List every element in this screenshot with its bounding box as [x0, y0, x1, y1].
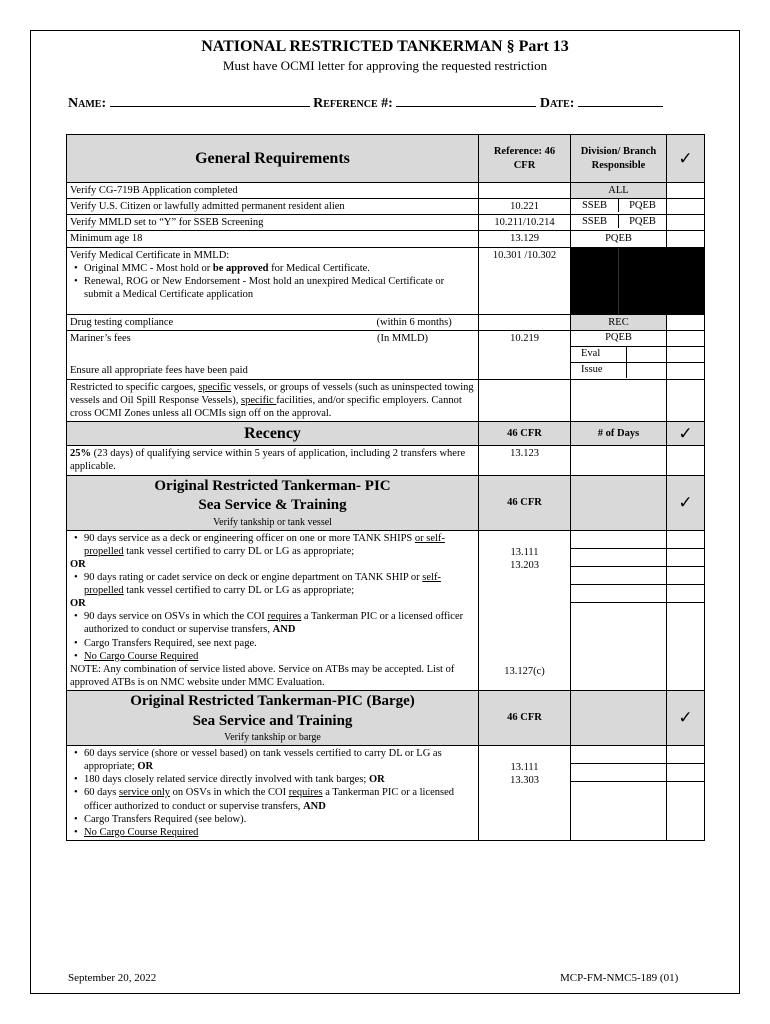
reference-header: Reference: 46 CFR: [479, 135, 571, 183]
list-item: [70, 571, 475, 597]
requirement-text: [67, 314, 479, 330]
list-item: • Cargo Transfers Required (see below).: [70, 813, 475, 826]
check-icon: ✓: [667, 691, 705, 746]
table-row: [67, 314, 705, 330]
text: 90 days rating or cadet service on deck or engine department on TANK SHIP or: [84, 571, 423, 583]
requirement-text: Verify CG-719B Application completed: [67, 183, 479, 199]
footer-date: September 20, 2022: [68, 972, 157, 984]
list-item: [70, 773, 475, 786]
checkbox-cell[interactable]: [667, 314, 705, 330]
text: Mariner’s fees: [70, 332, 131, 344]
form-subtitle: Must have OCMI letter for approving the requested restriction: [222, 58, 548, 73]
text-underlined: No Cargo Course Required: [84, 826, 199, 838]
barge-ref-header: 46 CFR: [479, 691, 571, 746]
recency-ref-header: 46 CFR: [479, 422, 571, 446]
text: tank vessel certified to carry DL or LG as appropriate;: [123, 545, 355, 557]
barge-requirements: [67, 746, 479, 841]
division-pqeb: PQEB: [571, 331, 666, 347]
text: 90 days service on OSVs in which the COI: [84, 611, 268, 623]
eval-label: Eval: [571, 347, 627, 362]
text: Restricted to specific cargoes,: [70, 381, 199, 393]
list-item: [70, 610, 475, 636]
reference-cell: [479, 746, 571, 841]
table-row: [67, 215, 705, 231]
reference-cell: 10.219: [479, 330, 571, 379]
text: 60 days service (shore or vessel based) on tank vessels certified to carry DL or LG as appropriate;: [84, 748, 442, 773]
text-underlined: No Cargo Course Required: [84, 650, 199, 662]
division-sseb: SSEB: [581, 216, 608, 228]
division-cell: ALL: [571, 183, 667, 199]
text-underlined: specific: [198, 381, 232, 393]
footer-form-number: MCP-FM-NMC5-189 (01): [560, 972, 679, 984]
general-requirements-header: General Requirements: [67, 135, 479, 183]
text-underlined: requires: [267, 611, 302, 623]
form-title: NATIONAL RESTRICTED TANKERMAN § Part 13: [201, 38, 569, 55]
requirement-text: Verify U.S. Citizen or lawfully admitted permanent resident alien: [67, 199, 479, 215]
text-underlined: specific: [241, 394, 277, 406]
fees-ensure: Ensure all appropriate fees have been paid: [70, 364, 248, 376]
pic-requirements: [67, 530, 479, 691]
reference-cell: 13.129: [479, 231, 571, 247]
table-row: [67, 183, 705, 199]
text-underlined: or self-propelled: [84, 532, 445, 557]
requirement-text: Verify MMLD set to “Y” for SSEB Screening: [67, 215, 479, 231]
requirement-text: [67, 247, 479, 314]
name-label: Name:: [68, 96, 107, 111]
list-item: [70, 532, 475, 558]
reference-label: Reference #:: [313, 96, 393, 111]
or-label: OR: [70, 558, 86, 570]
division-cell: [571, 379, 667, 421]
restriction-text: [67, 379, 479, 421]
pic-title-2: Sea Service & Training: [198, 497, 347, 513]
division-cell-blacked: [571, 247, 667, 314]
text: a Tankerman PIC or a licensed officer authorized to conduct or supervise transfers,: [84, 787, 455, 812]
division-sseb: SSEB: [581, 200, 608, 212]
pic-note: NOTE: Any combination of service listed above. Service on ATBs may be accepted. List of approved ATBs is on NMC website under MMC Evaluation.: [70, 663, 455, 688]
requirements-table: [66, 134, 705, 841]
table-row-pic: [67, 530, 705, 691]
recency-text: [67, 446, 479, 475]
text: Drug testing compliance: [70, 316, 174, 328]
check-icon: ✓: [667, 135, 705, 183]
text-bold: 25%: [70, 448, 91, 460]
text: 90 days service as a deck or engineering officer on one or more TANK SHIPS: [84, 532, 415, 544]
list-item: • Cargo Transfers Required, see next page.: [70, 637, 475, 650]
table-row: [67, 199, 705, 215]
ref-13-111: 13.111: [510, 546, 539, 558]
text-bold: AND: [303, 800, 326, 812]
recency-header: Recency: [67, 422, 479, 446]
days-cell[interactable]: [571, 446, 667, 475]
or-label: OR: [70, 598, 86, 610]
text: vessels, or groups of vessels (such as uninspected towing vessels and Oil Spill Response Vessels),: [70, 381, 474, 406]
list-item: [70, 650, 475, 663]
division-cell: [571, 330, 667, 379]
division-cell: [571, 215, 667, 231]
days-header: # of Days: [571, 422, 667, 446]
pic-header: [67, 475, 479, 530]
text: a Tankerman PIC or a licensed officer authorized to conduct or supervise transfers,: [84, 611, 464, 636]
barge-subtitle: Verify tankship or barge: [224, 732, 321, 743]
table-row: [67, 379, 705, 421]
reference-cell: [479, 183, 571, 199]
check-icon: ✓: [667, 475, 705, 530]
header-fields: [68, 96, 663, 112]
text-bold: be approved: [212, 262, 269, 274]
text-underlined: requires: [288, 787, 323, 799]
reference-cell: 10.301 /10.302: [479, 247, 571, 314]
reference-cell: [479, 379, 571, 421]
checkbox-cell[interactable]: [667, 330, 705, 379]
pic-title: Original Restricted Tankerman- PIC: [154, 477, 391, 494]
text: on OSVs in which the COI: [170, 787, 289, 799]
days-cell[interactable]: [571, 530, 667, 691]
text: Original MMC - Most hold or: [84, 262, 213, 274]
medical-bullet-renewal: • Renewal, ROG or New Endorsement - Most hold an unexpired Medical Certificate or submit a Medical Certificate application: [70, 275, 475, 301]
table-row-medical: [67, 247, 705, 314]
barge-title-2: Sea Service and Training: [192, 712, 353, 729]
table-row: [67, 446, 705, 475]
text-bold: OR: [368, 774, 385, 786]
pic-div-header: [571, 475, 667, 530]
ref-13-111: 13.111: [510, 762, 539, 773]
division-pqeb: PQEB: [619, 215, 667, 228]
barge-title: Original Restricted Tankerman-PIC (Barge): [130, 693, 415, 709]
name-field[interactable]: [110, 96, 310, 107]
ref-13-203: 13.203: [510, 559, 539, 571]
reference-cell: 10.211/10.214: [479, 215, 571, 231]
requirement-text: Minimum age 18: [67, 231, 479, 247]
list-item: [70, 826, 475, 839]
reference-cell: [479, 530, 571, 691]
checkbox-cell[interactable]: [667, 183, 705, 199]
checkbox-cell[interactable]: [667, 215, 705, 231]
text: 60 days: [84, 787, 119, 799]
issue-label: Issue: [571, 363, 627, 378]
list-item: [70, 786, 475, 812]
barge-header: [67, 691, 479, 746]
reference-field[interactable]: [396, 96, 536, 107]
pic-ref-header: 46 CFR: [479, 475, 571, 530]
list-item: [70, 747, 475, 773]
division-pqeb: PQEB: [619, 199, 667, 212]
text-underlined: self-propelled: [84, 571, 441, 596]
text: for Medical Certificate.: [268, 262, 370, 274]
ref-13-127c: 13.127(c): [504, 665, 545, 677]
checkbox-cell[interactable]: [667, 530, 705, 691]
ref-13-303: 13.303: [510, 775, 539, 787]
division-cell: PQEB: [571, 231, 667, 247]
pic-subtitle: Verify tankship or tank vessel: [213, 516, 332, 528]
days-cell[interactable]: [571, 746, 667, 841]
text: facilities, and/or specific employers. Cannot cross OCMI Zones unless all OCMIs sign off on the approval.: [70, 394, 462, 419]
text-bold: OR: [137, 761, 154, 773]
text: 180 days closely related service directly involved with tank barges;: [84, 774, 369, 786]
reference-cell: 13.123: [479, 446, 571, 475]
date-label: Date:: [539, 96, 575, 111]
text: (23 days) of qualifying service within 5 years of application, including 2 transfers where applicable.: [70, 448, 466, 473]
reference-cell: 10.221: [479, 199, 571, 215]
checkbox-cell[interactable]: [667, 446, 705, 475]
checkbox-cell[interactable]: [667, 746, 705, 841]
checkbox-cell[interactable]: [667, 231, 705, 247]
table-row-barge: [67, 746, 705, 841]
division-header: Division/ Branch Responsible: [571, 135, 667, 183]
table-row: [67, 231, 705, 247]
barge-div-header: [571, 691, 667, 746]
text: tank vessel certified to carry DL or LG as appropriate;: [123, 585, 355, 596]
text-bold: AND: [272, 624, 296, 636]
checkbox-cell[interactable]: [667, 379, 705, 421]
checkbox-cell[interactable]: [667, 247, 705, 314]
checkbox-cell[interactable]: [667, 199, 705, 215]
medical-intro: Verify Medical Certificate in MMLD:: [70, 249, 230, 261]
division-cell: REC: [571, 314, 667, 330]
table-row-fees: [67, 330, 705, 379]
requirement-text: [67, 330, 479, 379]
date-field[interactable]: [578, 96, 663, 107]
note: (within 6 months): [376, 316, 452, 328]
text-underlined: service only: [119, 787, 171, 799]
check-icon: ✓: [667, 422, 705, 446]
note: (In MMLD): [377, 332, 429, 344]
medical-bullet-original: [70, 262, 475, 275]
division-cell: [571, 199, 667, 215]
reference-cell: [479, 314, 571, 330]
